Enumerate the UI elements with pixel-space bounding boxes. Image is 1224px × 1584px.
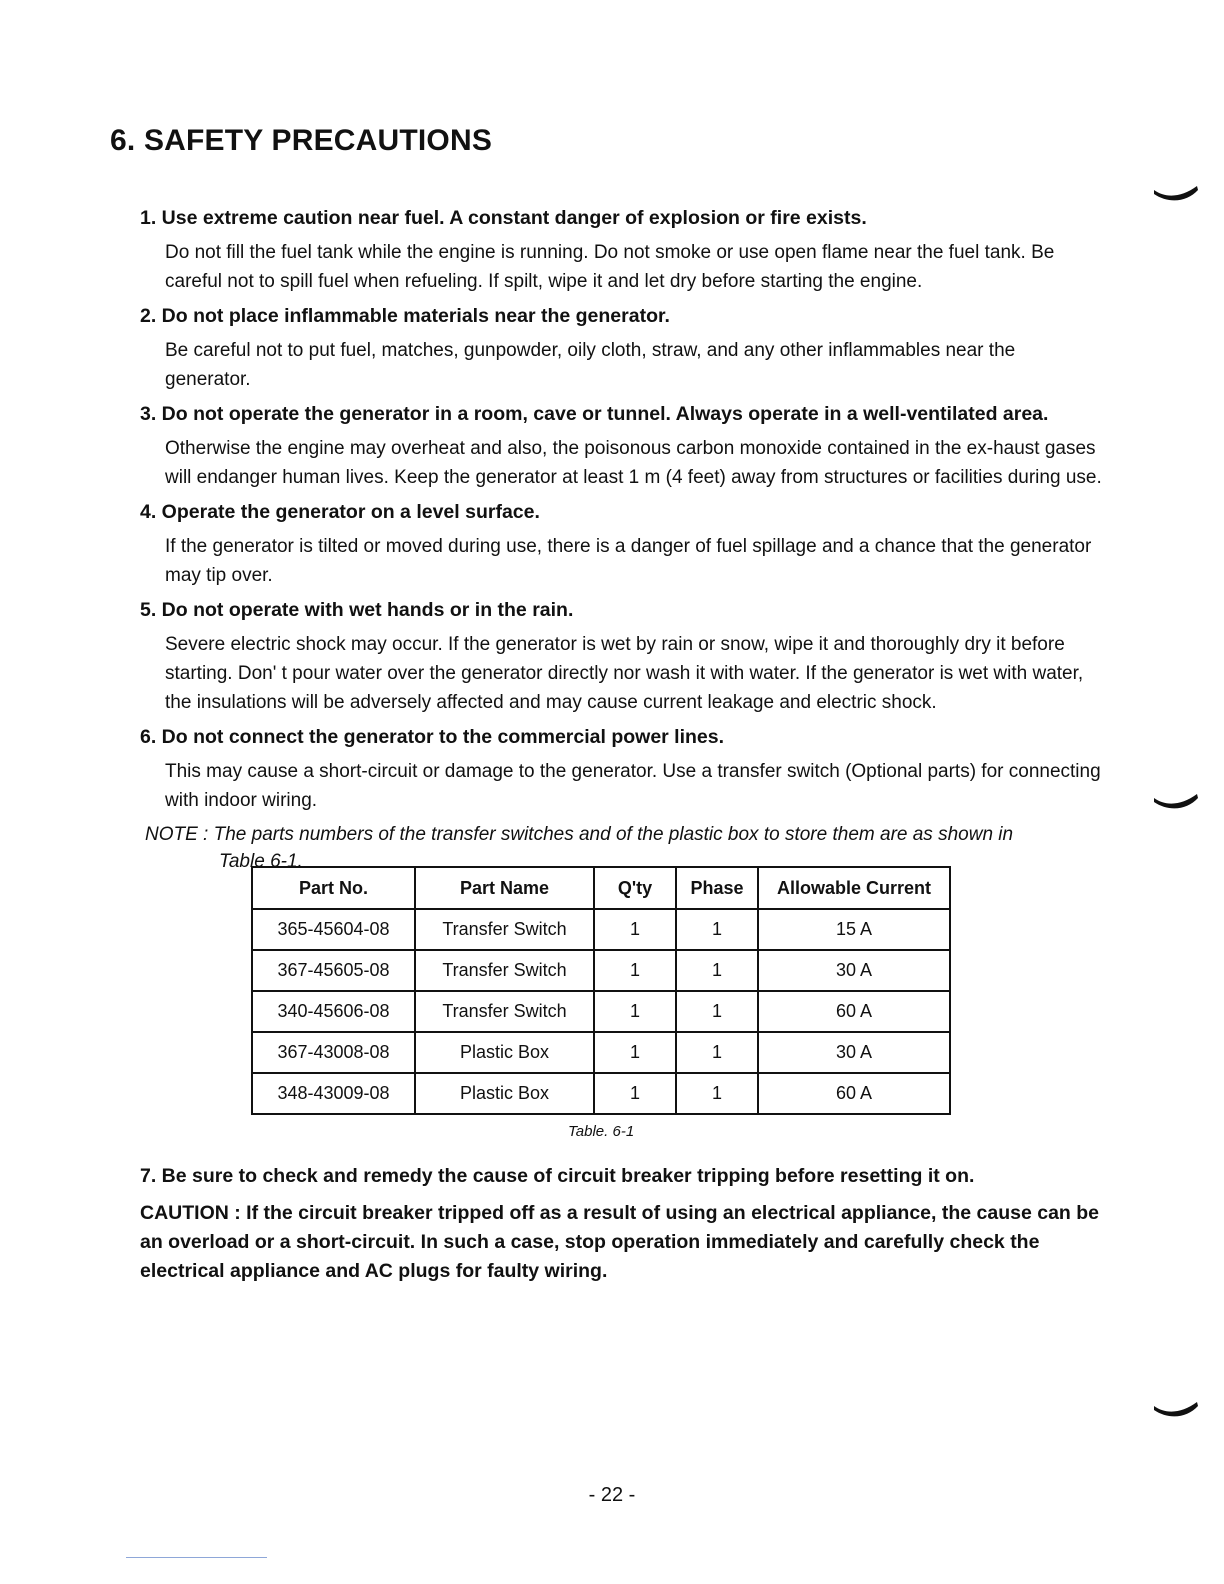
safety-content [140,204,1102,1286]
cell-qty: 1 [594,1073,676,1114]
precaution-heading: 5. Do not operate with wet hands or in the rain. [140,599,574,621]
precaution-item [140,302,1102,394]
cell-part-name: Transfer Switch [415,991,594,1032]
header-part-no: Part No. [252,867,415,909]
precaution-item [140,596,1102,717]
cell-part-name: Plastic Box [415,1032,594,1073]
cell-qty: 1 [594,909,676,950]
precaution-body: Be careful not to put fuel, matches, gunpowder, oily cloth, straw, and any other inflammables near the generator. [165,340,1016,390]
margin-tab-mark [1153,792,1199,814]
note-line-1: NOTE : The parts numbers of the transfer switches and of the plastic box to store them are as shown in [145,824,1014,845]
page-title: 6. SAFETY PRECAUTIONS [110,124,493,157]
cell-current: 15 A [758,909,950,950]
cell-part-no: 365-45604-08 [252,909,415,950]
cell-qty: 1 [594,950,676,991]
table-row [252,991,950,1032]
precaution-body: Do not fill the fuel tank while the engine is running. Do not smoke or use open flame near the fuel tank. Be careful not to spill fuel when refueling. If spilt, wipe it and let dry before starting the engine. [165,242,1055,292]
cell-qty: 1 [594,1032,676,1073]
precaution-item-7 [140,1162,1102,1286]
table-caption: Table. 6-1 [568,1123,635,1140]
precaution-heading: 7. Be sure to check and remedy the cause of circuit breaker tripping before resetting it on. [140,1165,975,1187]
precaution-heading: 4. Operate the generator on a level surface. [140,501,540,523]
precaution-body: This may cause a short-circuit or damage to the generator. Use a transfer switch (Optional parts) for connecting with indoor wiring. [165,761,1101,811]
cell-current: 60 A [758,991,950,1032]
header-qty: Q'ty [594,867,676,909]
cell-part-name: Transfer Switch [415,950,594,991]
table-row [252,950,950,991]
cell-part-name: Plastic Box [415,1073,594,1114]
precaution-heading: 2. Do not place inflammable materials near the generator. [140,305,670,327]
margin-tab-mark [1153,1400,1199,1422]
cell-part-no: 367-43008-08 [252,1032,415,1073]
margin-tab-mark [1153,184,1199,206]
page-number: - 22 - [588,1484,636,1506]
precaution-item [140,400,1102,492]
header-part-name: Part Name [415,867,594,909]
caution-text: CAUTION : If the circuit breaker tripped off as a result of using an electrical appliance, the cause can be an overload or a short-circuit. In such a case, stop operation immediately and carefully check the electrical appliance and AC plugs for faulty wiring. [140,1202,1100,1282]
cell-phase: 1 [676,909,758,950]
header-phase: Phase [676,867,758,909]
precaution-body: Severe electric shock may occur. If the generator is wet by rain or snow, wipe it and thoroughly dry it before starting. Don' t pour water over the generator directly nor wash it with water. If the generator is wet with water, the insulations will be adversely affected and may cause current leakage and electric shock. [165,634,1084,713]
precaution-item [140,204,1102,296]
precaution-heading: 3. Do not operate the generator in a room, cave or tunnel. Always operate in a well-ventilated area. [140,403,1049,425]
cell-part-no: 340-45606-08 [252,991,415,1032]
cell-phase: 1 [676,1073,758,1114]
precaution-item [140,723,1102,815]
cell-qty: 1 [594,991,676,1032]
cell-part-no: 367-45605-08 [252,950,415,991]
cell-phase: 1 [676,1032,758,1073]
cell-phase: 1 [676,950,758,991]
bottom-rule [126,1557,267,1558]
parts-table [251,866,951,1115]
note [145,821,1102,875]
note-line-2: Table 6-1. [219,851,303,872]
precaution-heading: 1. Use extreme caution near fuel. A constant danger of explosion or fire exists. [140,207,867,229]
precaution-item [140,498,1102,590]
cell-phase: 1 [676,991,758,1032]
cell-part-no: 348-43009-08 [252,1073,415,1114]
table-row [252,909,950,950]
table-row [252,1073,950,1114]
cell-current: 30 A [758,950,950,991]
precaution-body: If the generator is tilted or moved during use, there is a danger of fuel spillage and a chance that the generator may tip over. [165,536,1092,586]
cell-current: 60 A [758,1073,950,1114]
precaution-body: Otherwise the engine may overheat and also, the poisonous carbon monoxide contained in the ex-haust gases will endanger human lives. Keep the generator at least 1 m (4 feet) away from structures or facilities during use. [165,438,1102,488]
cell-part-name: Transfer Switch [415,909,594,950]
header-allowable-current: Allowable Current [758,867,950,909]
precaution-heading: 6. Do not connect the generator to the commercial power lines. [140,726,725,748]
table-row [252,1032,950,1073]
cell-current: 30 A [758,1032,950,1073]
